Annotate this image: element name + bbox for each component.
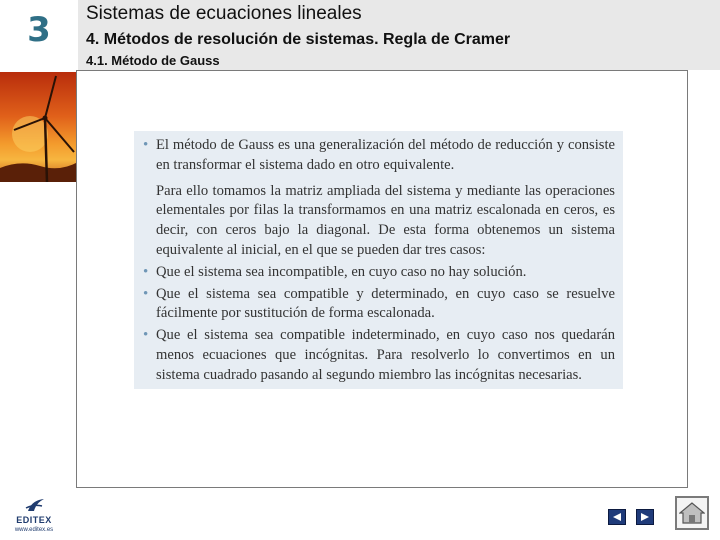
- wind-turbine-image: [0, 72, 78, 182]
- triangle-right-icon: [640, 512, 650, 522]
- editex-logo: [6, 497, 62, 537]
- sidebar: [0, 0, 78, 540]
- home-button[interactable]: [675, 496, 709, 530]
- case-item: [143, 326, 615, 385]
- bullet-icon: •: [143, 263, 149, 280]
- header: [78, 0, 720, 70]
- case-text: Que el sistema sea compatible y determinado, en cuyo caso se resuelve fácilmente por sustitución de forma escalonada.: [156, 285, 615, 322]
- subsection-title: 4.1. Método de Gauss: [86, 53, 220, 68]
- page-title: Sistemas de ecuaciones lineales: [86, 3, 362, 24]
- case-item: [143, 285, 615, 325]
- gauss-note: [134, 131, 623, 389]
- logo-url: www.editex.es: [14, 527, 54, 533]
- triangle-left-icon: [612, 512, 622, 522]
- bullet-icon: •: [143, 137, 149, 153]
- logo-text: EDITEX: [16, 515, 52, 525]
- note-paragraph: Para ello tomamos la matriz ampliada del sistema y mediante las operaciones elementales por filas la transformamos en una matriz escalonada en ceros, es decir, con ceros bajo la diagonal. De esta forma obtenemos un sistema equivalente al inicial, en el que se pueden dar tres casos:: [156, 182, 615, 258]
- case-text: Que el sistema sea incompatible, en cuyo caso no hay solución.: [156, 263, 527, 280]
- chapter-number: 3: [27, 10, 51, 50]
- case-text: Que el sistema sea compatible indeterminado, en cuyo caso nos quedarán menos ecuaciones que incógnitas. Para resolverlo lo convertimos en un sistema cuadrado pasando al segundo miembro las incógnitas necesarias.: [156, 327, 615, 383]
- note-intro: El método de Gauss es una generalización del método de reducción y consiste en transformar el sistema dado en otro equivalente.: [156, 137, 615, 173]
- bullet-icon: •: [143, 285, 149, 302]
- previous-button[interactable]: [608, 509, 626, 525]
- bullet-icon: •: [143, 327, 149, 344]
- next-button[interactable]: [636, 509, 654, 525]
- home-icon: [679, 501, 705, 525]
- case-item: [143, 263, 615, 283]
- note-intro-row: [143, 136, 615, 176]
- section-title: 4. Métodos de resolución de sistemas. Regla de Cramer: [86, 31, 511, 48]
